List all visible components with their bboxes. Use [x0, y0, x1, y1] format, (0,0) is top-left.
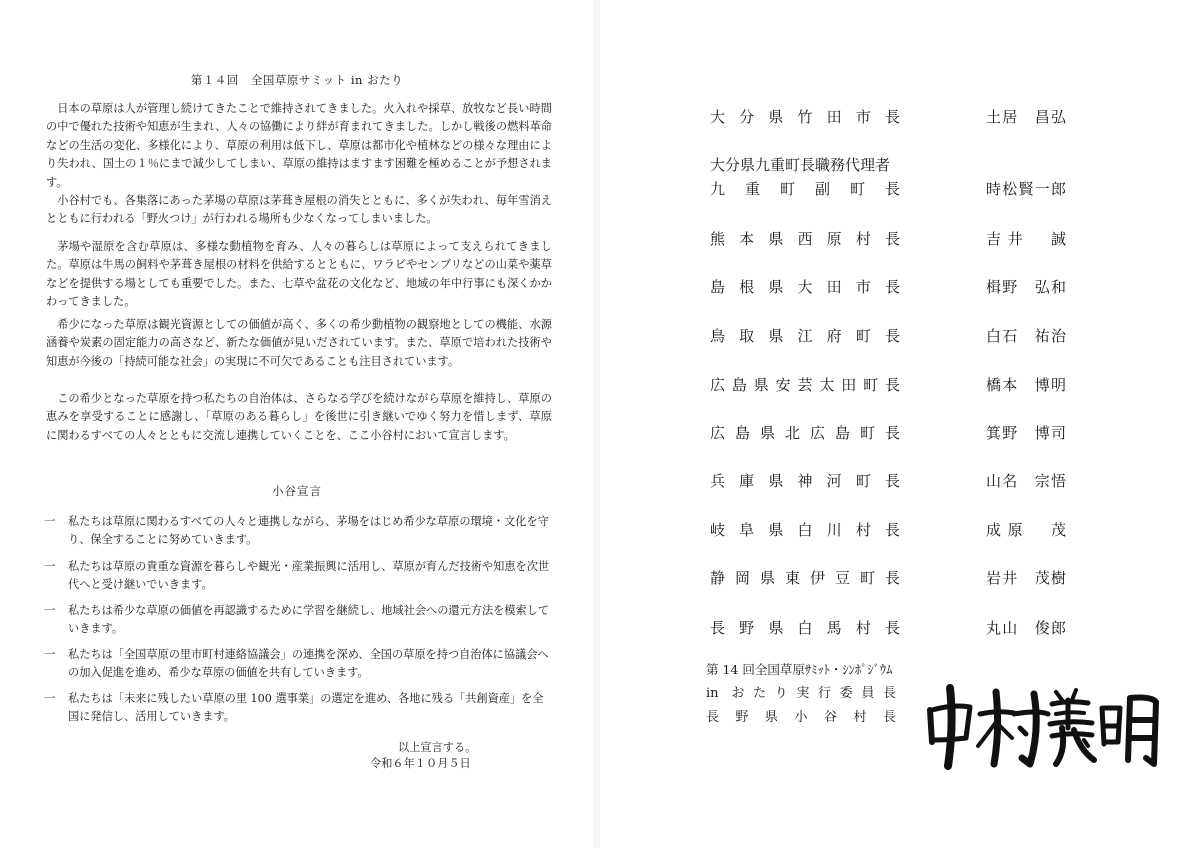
- chair-event-title: 第 14 回全国草原ｻﾐｯﾄ・ｼﾝﾎﾟｼﾞｳﾑ: [706, 662, 893, 677]
- document-title: 第１４回 全国草原サミット in おたり: [190, 73, 404, 87]
- signatory-row: [710, 617, 1130, 639]
- closing-statement: 以上宣言する。: [398, 741, 477, 754]
- signatory-role: 九重町副町長: [710, 180, 900, 198]
- signatory-name: 楫野 弘和: [986, 278, 1066, 296]
- signatory-role: 鳥取県江府町長: [710, 327, 900, 345]
- signatory-name: 土居 昌弘: [986, 108, 1066, 126]
- pledge-marker: 一: [44, 648, 56, 661]
- paragraph-1: 日本の草原は人が管理し続けてきたことで維持されてきました。火入れや採草、放牧など長い時間の中で優れた技術や知恵が生まれ、人々の協働により絆が育まれてきました。しかし戦後の燃料革命などの生活の変化、多様化により、草原の利用は低下し、草原は都市化や植林などの様々な理由により失われ、国土の１％にまで減少してしまい、草原の維持はますます困難を極めることが予想されます。: [46, 102, 552, 189]
- pledge-item: [44, 602, 554, 638]
- signatory-name: 丸山 俊郎: [986, 619, 1066, 637]
- signatory-role: 長野県白馬村長: [710, 619, 900, 637]
- signatory-row: [710, 325, 1130, 347]
- committee-chair-block: [706, 658, 896, 730]
- pledge-text: 私たちは「未来に残したい草原の里 100 選事業」の選定を進め、各地に残る「共創資産」を全国に発信し、活用していきます。: [68, 692, 544, 723]
- signatory-name: 山名 宗悟: [986, 472, 1066, 490]
- signatory-name: 岩井 茂樹: [986, 569, 1066, 587]
- pledge-marker: 一: [44, 515, 56, 528]
- signatory-row: [710, 374, 1130, 396]
- signatory-row: [710, 228, 1130, 250]
- handwritten-signature: [916, 680, 1166, 770]
- signatory-role: 島根県大田市長: [710, 278, 900, 296]
- signatory-name: 成原 茂: [986, 521, 1066, 539]
- paragraph-5: この希少となった草原を持つ私たちの自治体は、さらなる学びを続けながら草原を維持し、草原の恵みを享受することに感謝し、「草原のある暮らし」を後世に引き継いでゆく努力を惜しまず、草原に関わるすべての人々とともに交流し連携していくことを、ここ小谷村において宣言します。: [46, 392, 552, 442]
- closing-block: [370, 740, 476, 772]
- pledge-item: [44, 513, 554, 549]
- pledge-text: 私たちは「全国草原の里市町村連絡協議会」の連携を深め、全国の草原を持つ自治体に協議会への加入促進を進め、希少な草原の価値を共有していきます。: [68, 648, 549, 679]
- signatory-row: [710, 422, 1130, 444]
- pledge-marker: 一: [44, 692, 56, 705]
- left-page: [0, 0, 594, 848]
- signatory-name: 箕野 博司: [986, 424, 1066, 442]
- chair-official-role: 長野県小谷村長: [706, 710, 896, 725]
- signatory-row: [710, 156, 1130, 200]
- chair-committee-role: in おたり実行委員長: [706, 686, 896, 701]
- signatory-name: 橋本 博明: [986, 376, 1066, 394]
- pledge-marker: 一: [44, 560, 56, 573]
- signatory-role: 広島県安芸太田町長: [710, 376, 900, 394]
- signatory-row: [710, 106, 1130, 128]
- pledge-text: 私たちは草原に関わるすべての人々と連携しながら、茅場をはじめ希少な草原の環境・文化を守り、保全することに努めていきます。: [68, 515, 549, 546]
- pledge-marker: 一: [44, 604, 56, 617]
- signatory-row: [710, 519, 1130, 541]
- declaration-title: 小谷宣言: [272, 484, 322, 498]
- signatory-row: [710, 276, 1130, 298]
- signatory-name: 時松賢一郎: [986, 180, 1066, 198]
- pledge-item: [44, 646, 554, 682]
- signatory-name: 白石 祐治: [986, 327, 1066, 345]
- pledge-item: [44, 690, 554, 726]
- signatory-name: 吉井 誠: [986, 230, 1066, 248]
- signatory-role: 兵庫県神河町長: [710, 472, 900, 490]
- paragraph-2: 小谷村でも、各集落にあった茅場の草原は茅葺き屋根の消失とともに、多くが失われ、毎年雪消えとともに行われる「野火つけ」が行われる場所も少なくなってしまいました。: [46, 194, 552, 226]
- signatory-role: 静岡県東伊豆町長: [710, 569, 900, 587]
- paragraph-3: 茅場や湿原を含む草原は、多様な動植物を育み、人々の暮らしは草原によって支えられてきました。草原は牛馬の飼料や茅葺き屋根の材料を供給するとともに、ワラビやセンブリなどの山菜や薬草などを提供する場としても重要でした。また、七草や盆花の文化など、地域の年中行事にも深くかかわってきました。: [46, 240, 552, 309]
- signatory-role-prefix: 大分県九重町長職務代理者: [710, 156, 891, 174]
- paragraph-4: 希少になった草原は観光資源としての価値が高く、多くの希少動植物の観察地としての機能、水源涵養や炭素の固定能力の高さなど、新たな価値が見いだされています。また、草原で培われた技術や知恵が今後の「持続可能な社会」の実現に不可欠であることも注目されています。: [46, 318, 552, 368]
- signatory-role: 大分県竹田市長: [710, 108, 900, 126]
- pledge-text: 私たちは希少な草原の価値を再認識するために学習を継続し、地域社会への還元方法を模索していきます。: [68, 604, 550, 635]
- signatory-role: 熊本県西原村長: [710, 230, 900, 248]
- signatory-row: [710, 567, 1130, 589]
- signatory-row: [710, 470, 1130, 492]
- declaration-date: 令和６年１０月５日: [370, 757, 471, 770]
- pledge-item: [44, 558, 554, 594]
- pledge-text: 私たちは草原の貴重な資源を暮らしや観光・産業振興に活用し、草原が育んだ技術や知恵を次世代へと受け継いでいきます。: [68, 560, 550, 591]
- signatory-role: 広島県北広島町長: [710, 424, 900, 442]
- right-page: [600, 0, 1200, 848]
- signatory-role: 岐阜県白川村長: [710, 521, 900, 539]
